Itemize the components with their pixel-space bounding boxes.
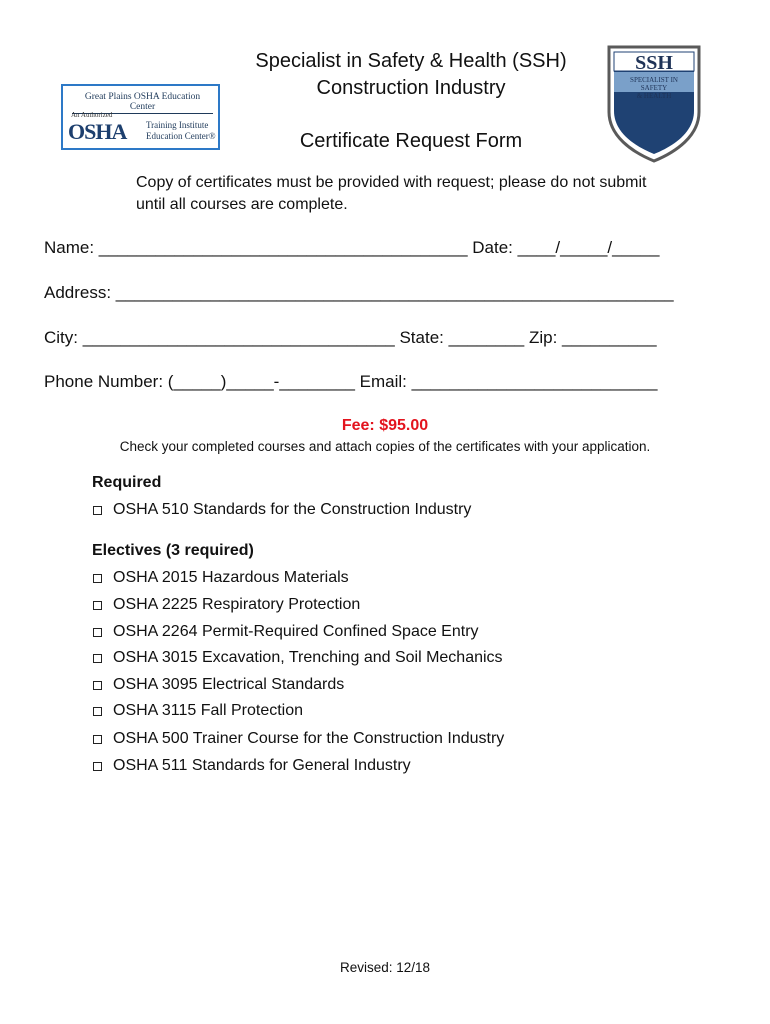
- course-label: OSHA 511 Standards for General Industry: [113, 757, 411, 774]
- instructions-text: Copy of certificates must be provided with request; please do not submit until all courses are complete.: [136, 174, 647, 213]
- course-item[interactable]: [93, 675, 344, 695]
- shield-icon: [606, 44, 702, 164]
- course-label: OSHA 500 Trainer Course for the Construction Industry: [113, 730, 505, 747]
- course-label: OSHA 3095 Electrical Standards: [113, 676, 345, 693]
- logo-institute-line1: Training Institute: [146, 120, 209, 130]
- checkbox-icon[interactable]: [93, 601, 102, 610]
- course-item[interactable]: [93, 701, 303, 721]
- page-title: Specialist in Safety & Health (SSH): [255, 50, 567, 72]
- badge-line1: SPECIALIST IN: [630, 76, 678, 84]
- course-item[interactable]: [93, 622, 479, 642]
- course-item[interactable]: [93, 595, 360, 615]
- checkbox-icon[interactable]: [93, 506, 102, 515]
- course-label: OSHA 3115 Fall Protection: [113, 702, 304, 719]
- logo-education-center-text: Great Plains OSHA Education Center: [72, 92, 213, 114]
- checkbox-icon[interactable]: [93, 707, 102, 716]
- logo-osha-wordmark: OSHA: [68, 119, 127, 144]
- badge-line2: SAFETY: [640, 84, 668, 92]
- phone-email-field[interactable]: Phone Number: (_____)_____-________ Email: __________________________: [44, 372, 658, 391]
- course-label: OSHA 2225 Respiratory Protection: [113, 596, 361, 613]
- badge-line3: & HEALTH: [636, 92, 672, 100]
- logo-institute-line2: Education Center®: [146, 131, 216, 141]
- course-label: OSHA 510 Standards for the Construction Industry: [113, 501, 472, 518]
- course-item[interactable]: [93, 500, 471, 520]
- required-heading: Required: [92, 474, 162, 491]
- checkbox-icon[interactable]: [93, 735, 102, 744]
- course-item[interactable]: [93, 568, 349, 588]
- checkbox-icon[interactable]: [93, 654, 102, 663]
- logo-authorized-text: An Authorized: [71, 111, 113, 119]
- checkbox-icon[interactable]: [93, 762, 102, 771]
- ssh-shield-badge: [606, 44, 702, 164]
- form-title: Certificate Request Form: [299, 130, 523, 152]
- badge-abbr: SSH: [635, 52, 673, 74]
- course-label: OSHA 3015 Excavation, Trenching and Soil Mechanics: [113, 649, 503, 666]
- check-note-text: Check your completed courses and attach copies of the certificates with your application.: [119, 439, 651, 454]
- fee-label: Fee: $95.00: [341, 417, 429, 434]
- course-label: OSHA 2264 Permit-Required Confined Space Entry: [113, 623, 479, 640]
- course-item[interactable]: [93, 729, 504, 749]
- course-item[interactable]: [93, 756, 411, 776]
- city-state-zip-field[interactable]: City: _________________________________ State: ________ Zip: __________: [44, 328, 657, 347]
- course-item[interactable]: [93, 648, 503, 668]
- name-date-field[interactable]: Name: _______________________________________ Date: ____/_____/_____: [44, 238, 660, 257]
- electives-heading: Electives (3 required): [92, 542, 254, 559]
- revised-date: Revised: 12/18: [339, 960, 431, 975]
- checkbox-icon[interactable]: [93, 574, 102, 583]
- page-subtitle: Construction Industry: [316, 77, 506, 99]
- address-field[interactable]: Address: ___________________________________________________________: [44, 283, 674, 302]
- checkbox-icon[interactable]: [93, 628, 102, 637]
- checkbox-icon[interactable]: [93, 681, 102, 690]
- course-label: OSHA 2015 Hazardous Materials: [113, 569, 349, 586]
